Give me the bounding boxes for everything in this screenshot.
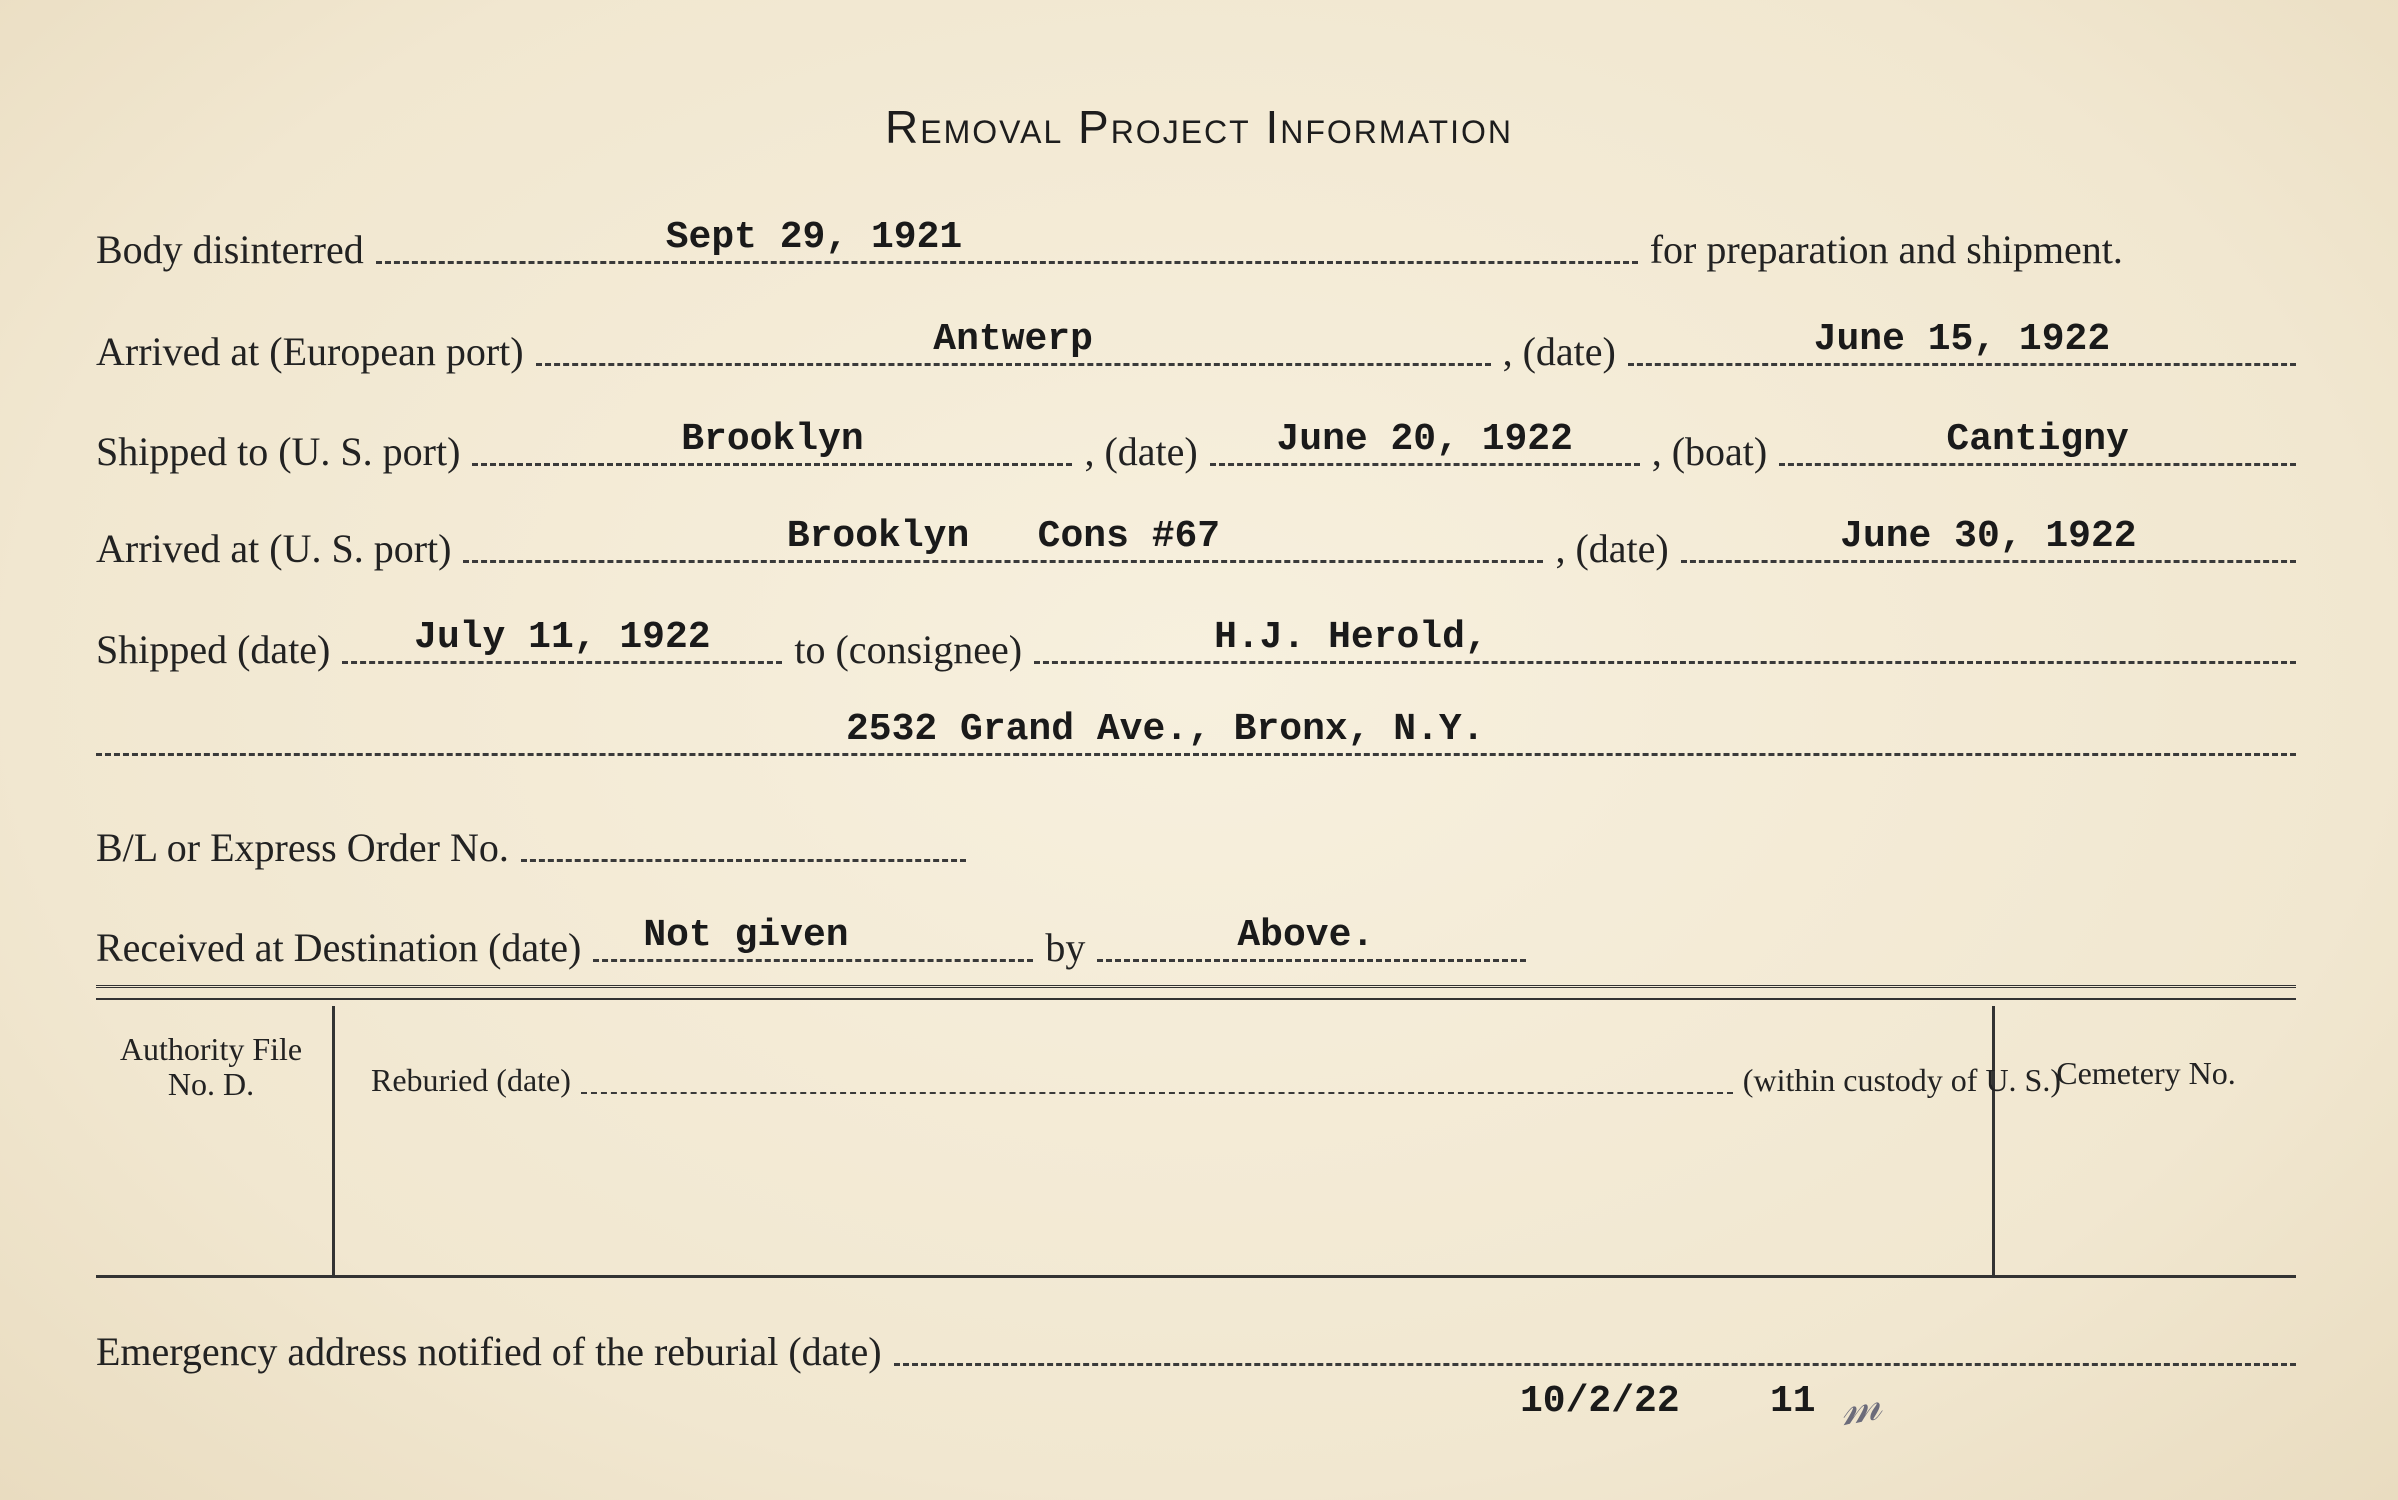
stamp-code: 11: [1770, 1380, 1816, 1423]
us-arrived-value: Brooklyn Cons #67: [786, 515, 1221, 558]
boat-label: , (boat): [1651, 429, 1768, 474]
handwritten-initials: 𝓂: [1835, 1374, 1886, 1438]
us-arrived-date-field[interactable]: [1681, 516, 2296, 563]
received-date-value: Not given: [643, 914, 849, 957]
authority-label: Authority File No. D.: [119, 1031, 303, 1103]
us-arrived-field[interactable]: [463, 516, 1543, 563]
row-shipped: [96, 608, 2296, 674]
row-us-shipped: [96, 410, 2296, 476]
disinterred-field[interactable]: [376, 217, 1638, 264]
disinterred-suffix: for preparation and shipment.: [1649, 227, 2123, 272]
box-column-divider: [1992, 1006, 1995, 1278]
bl-field[interactable]: [521, 815, 966, 862]
euro-port-field[interactable]: [536, 319, 1491, 366]
shipped-date-field[interactable]: [342, 617, 782, 664]
received-by-label: by: [1045, 925, 1086, 970]
euro-port-value: Antwerp: [933, 318, 1093, 361]
euro-date-label: , (date): [1502, 329, 1616, 374]
emergency-field[interactable]: [894, 1319, 2296, 1366]
cemetery-label: Cemetery No.: [2056, 1055, 2236, 1091]
received-label: Received at Destination (date): [96, 925, 582, 970]
received-date-field[interactable]: [593, 915, 1033, 962]
reburied-field[interactable]: [581, 1058, 1733, 1094]
us-arrived-date-value: June 30, 1922: [1840, 515, 2137, 558]
euro-date-value: June 15, 1922: [1813, 318, 2111, 361]
us-shipped-value: Brooklyn: [681, 418, 864, 461]
row-received: [96, 906, 1526, 972]
address-value: 2532 Grand Ave., Bronx, N.Y.: [846, 708, 1485, 751]
us-shipped-date-field[interactable]: [1210, 419, 1640, 466]
consignee-value: H.J. Herold,: [1214, 616, 1488, 659]
disinterred-value: Sept 29, 1921: [665, 216, 963, 259]
row-address: [96, 700, 2296, 766]
address-field[interactable]: [96, 709, 2296, 756]
reburied-row: [371, 1058, 2061, 1100]
us-arrived-date-label: , (date): [1555, 526, 1669, 571]
emergency-label: Emergency address notified of the reburial (date): [96, 1329, 882, 1374]
euro-port-label: Arrived at (European port): [96, 329, 524, 374]
shipped-date-value: July 11, 1922: [414, 616, 711, 659]
row-emergency: [96, 1310, 2296, 1376]
box-bottom-rule: [96, 1275, 2296, 1278]
box-column-divider: [332, 1006, 335, 1278]
boat-field[interactable]: [1779, 419, 2296, 466]
bl-label: B/L or Express Order No.: [96, 825, 509, 870]
consignee-label: to (consignee): [794, 627, 1023, 672]
reburied-label: Reburied (date): [371, 1062, 571, 1098]
card-title: Removal Project Information: [885, 101, 1513, 153]
us-shipped-date-label: , (date): [1084, 429, 1198, 474]
euro-date-field[interactable]: [1628, 319, 2296, 366]
us-shipped-field[interactable]: [472, 419, 1072, 466]
row-us-arrived: [96, 507, 2296, 573]
consignee-field[interactable]: [1034, 617, 2296, 664]
received-by-field[interactable]: [1097, 915, 1526, 962]
disinterred-label: Body disinterred: [96, 227, 364, 272]
us-arrived-label: Arrived at (U. S. port): [96, 526, 452, 571]
boat-value: Cantigny: [1946, 418, 2129, 461]
row-disinterred: [96, 208, 2296, 274]
stamp-date: 10/2/22: [1520, 1380, 1680, 1423]
us-shipped-label: Shipped to (U. S. port): [96, 429, 461, 474]
reburial-box: [96, 985, 2296, 1278]
row-bl: [96, 806, 966, 872]
box-divider: [96, 998, 2296, 1000]
shipped-label: Shipped (date): [96, 627, 331, 672]
received-by-value: Above.: [1237, 914, 1375, 957]
custody-label: (within custody of U. S.): [1742, 1062, 2061, 1098]
us-shipped-date-value: June 20, 1922: [1276, 418, 1573, 461]
row-european-port: [96, 310, 2296, 376]
